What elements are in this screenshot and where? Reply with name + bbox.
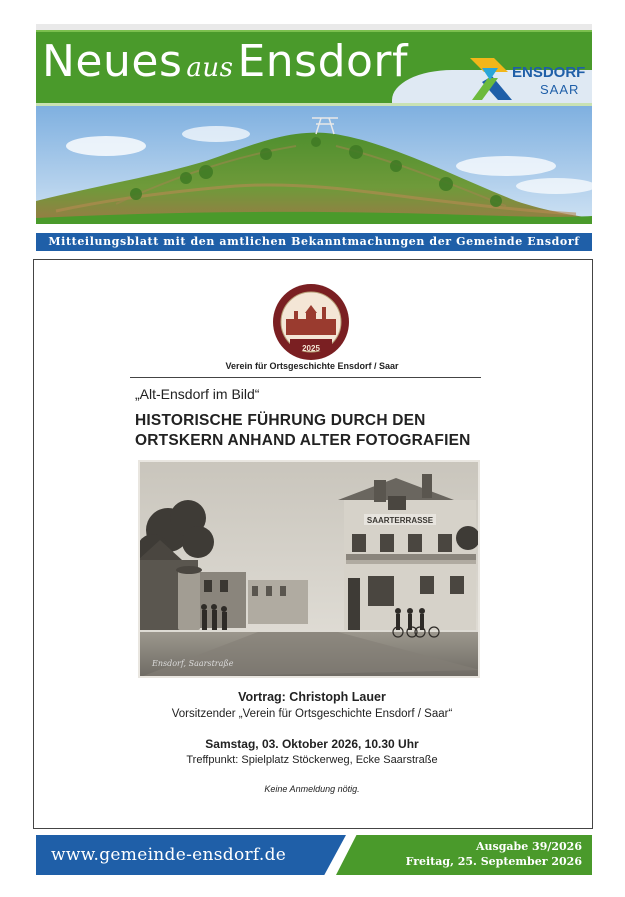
meeting-point: Treffpunkt: Spielplatz Stöckerweg, Ecke Saarstraße [186, 754, 438, 766]
issue-info [406, 839, 582, 869]
issue-number: Ausgabe 39/2026 [475, 840, 582, 853]
issue-date: Freitag, 25. September 2026 [405, 855, 582, 868]
poster-headline [135, 411, 471, 451]
photo-sign-text: SAARTERRASSE [366, 516, 434, 525]
speaker-role: Vorsitzender „Verein für Ortsgeschichte Ensdorf / Saar“ [171, 708, 453, 720]
seal-year: 2025 [302, 344, 320, 353]
ensdorf-logo-icon [468, 54, 512, 102]
event-date: Samstag, 03. Oktober 2026, 10.30 Uhr [205, 737, 419, 751]
talk-speaker: Vortrag: Christoph Lauer [238, 690, 386, 704]
photo-caption: Ensdorf, Saarstraße [152, 659, 234, 668]
logo-text-saar: SAAR [540, 82, 580, 97]
website-url[interactable]: www.gemeinde-ensdorf.de [51, 845, 287, 865]
poster-divider [130, 377, 481, 378]
club-name: Verein für Ortsgeschichte Ensdorf / Saar [225, 361, 399, 371]
historic-street-photo [138, 460, 480, 678]
registration-note: Keine Anmeldung nötig. [264, 784, 360, 794]
hero-landscape-photo [36, 106, 592, 224]
headline-line-1: HISTORISCHE FÜHRUNG DURCH DEN [135, 412, 426, 429]
newsletter-title: Neues ausEnsdorf [42, 36, 409, 87]
historic-street-illustration [138, 460, 480, 678]
masthead-stripe-accent [36, 30, 592, 32]
subtitle-bar: Mitteilungsblatt mit den amtlichen Bekanntmachungen der Gemeinde Ensdorf [36, 233, 592, 251]
ensdorf-logo [462, 50, 592, 105]
headline-line-2: ORTSKERN ANHAND ALTER FOTOGRAFIEN [135, 432, 471, 449]
hill-landscape-illustration [36, 106, 592, 224]
footer [36, 835, 592, 875]
poster-quote: „Alt-Ensdorf im Bild“ [135, 386, 260, 402]
logo-text-ensdorf: ENSDORF [512, 64, 586, 81]
